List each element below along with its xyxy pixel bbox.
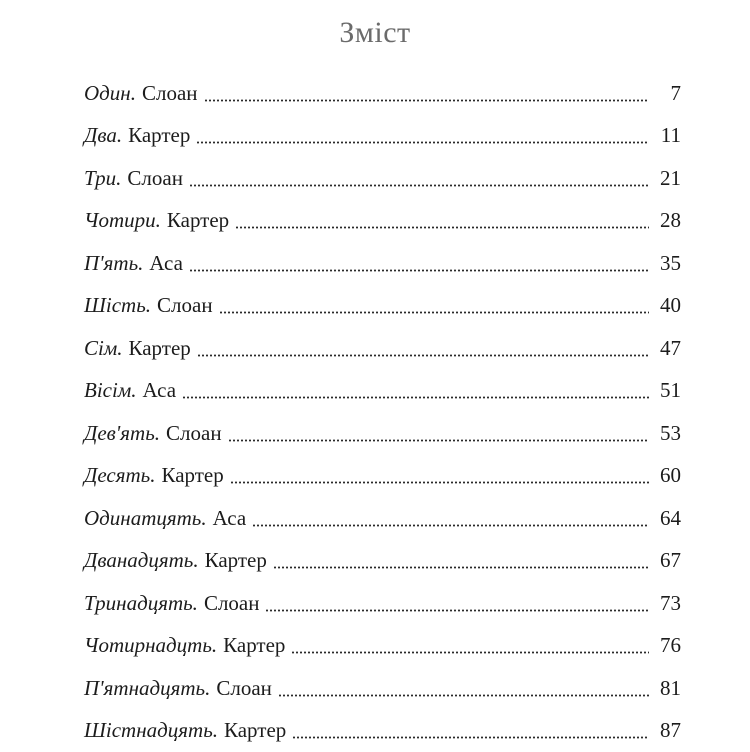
page-number: 28 bbox=[657, 210, 681, 231]
chapter-narrator: Картер bbox=[223, 635, 285, 656]
chapter-narrator: Картер bbox=[205, 550, 267, 571]
chapter-narrator: Слоан bbox=[127, 168, 183, 189]
chapter-number: Чотири. bbox=[84, 210, 161, 231]
chapter-narrator: Слоан bbox=[166, 423, 222, 444]
dot-leader bbox=[189, 269, 649, 272]
chapter-number: Вісім. bbox=[84, 380, 136, 401]
chapter-number: Шість. bbox=[84, 295, 151, 316]
toc-entry bbox=[84, 710, 681, 752]
chapter-number: П'ятнадцять. bbox=[84, 678, 210, 699]
toc-entry bbox=[84, 285, 681, 328]
chapter-number: Дванадцять. bbox=[84, 550, 199, 571]
chapter-number: Сім. bbox=[84, 338, 123, 359]
dot-leader bbox=[204, 99, 649, 102]
chapter-narrator: Слоан bbox=[157, 295, 213, 316]
chapter-narrator: Аса bbox=[149, 253, 183, 274]
page-number: 60 bbox=[657, 465, 681, 486]
chapter-narrator: Картер bbox=[167, 210, 229, 231]
table-of-contents bbox=[84, 72, 681, 752]
toc-entry bbox=[84, 157, 681, 200]
chapter-narrator: Слоан bbox=[142, 83, 198, 104]
chapter-number: Один. bbox=[84, 83, 136, 104]
dot-leader bbox=[228, 439, 649, 442]
dot-leader bbox=[235, 226, 649, 229]
toc-entry bbox=[84, 72, 681, 115]
chapter-number: Тринадцять. bbox=[84, 593, 198, 614]
page-number: 87 bbox=[657, 720, 681, 741]
dot-leader bbox=[230, 481, 649, 484]
dot-leader bbox=[291, 651, 649, 654]
dot-leader bbox=[292, 736, 649, 739]
chapter-number: Два. bbox=[84, 125, 122, 146]
chapter-number: Шістнадцять. bbox=[84, 720, 218, 741]
dot-leader bbox=[197, 354, 649, 357]
chapter-number: Десять. bbox=[84, 465, 155, 486]
dot-leader bbox=[189, 184, 649, 187]
chapter-narrator: Картер bbox=[161, 465, 223, 486]
page-number: 67 bbox=[657, 550, 681, 571]
toc-entry bbox=[84, 200, 681, 243]
chapter-narrator: Аса bbox=[213, 508, 247, 529]
toc-entry bbox=[84, 115, 681, 158]
page-title: Зміст bbox=[0, 16, 750, 50]
chapter-number: Чотирнадцть. bbox=[84, 635, 217, 656]
dot-leader bbox=[278, 694, 649, 697]
page-number: 47 bbox=[657, 338, 681, 359]
page-number: 81 bbox=[657, 678, 681, 699]
dot-leader bbox=[273, 566, 649, 569]
toc-entry bbox=[84, 582, 681, 625]
page-number: 40 bbox=[657, 295, 681, 316]
toc-entry bbox=[84, 625, 681, 668]
toc-entry bbox=[84, 540, 681, 583]
toc-entry bbox=[84, 327, 681, 370]
chapter-number: П'ять. bbox=[84, 253, 143, 274]
chapter-number: Три. bbox=[84, 168, 121, 189]
chapter-narrator: Аса bbox=[142, 380, 176, 401]
toc-entry bbox=[84, 242, 681, 285]
page-number: 51 bbox=[657, 380, 681, 401]
toc-entry bbox=[84, 497, 681, 540]
dot-leader bbox=[252, 524, 649, 527]
chapter-number: Одинатцять. bbox=[84, 508, 207, 529]
page-number: 76 bbox=[657, 635, 681, 656]
page-number: 21 bbox=[657, 168, 681, 189]
chapter-number: Дев'ять. bbox=[84, 423, 160, 444]
dot-leader bbox=[219, 311, 649, 314]
page-number: 35 bbox=[657, 253, 681, 274]
chapter-narrator: Слоан bbox=[204, 593, 260, 614]
page-number: 53 bbox=[657, 423, 681, 444]
toc-entry bbox=[84, 370, 681, 413]
toc-entry bbox=[84, 667, 681, 710]
dot-leader bbox=[265, 609, 649, 612]
page-number: 7 bbox=[657, 83, 681, 104]
chapter-narrator: Картер bbox=[224, 720, 286, 741]
page-number: 73 bbox=[657, 593, 681, 614]
toc-entry bbox=[84, 455, 681, 498]
toc-entry bbox=[84, 412, 681, 455]
dot-leader bbox=[196, 141, 649, 144]
chapter-narrator: Картер bbox=[129, 338, 191, 359]
chapter-narrator: Картер bbox=[128, 125, 190, 146]
page-number: 64 bbox=[657, 508, 681, 529]
page-number: 11 bbox=[657, 125, 681, 146]
chapter-narrator: Слоан bbox=[216, 678, 272, 699]
dot-leader bbox=[182, 396, 649, 399]
